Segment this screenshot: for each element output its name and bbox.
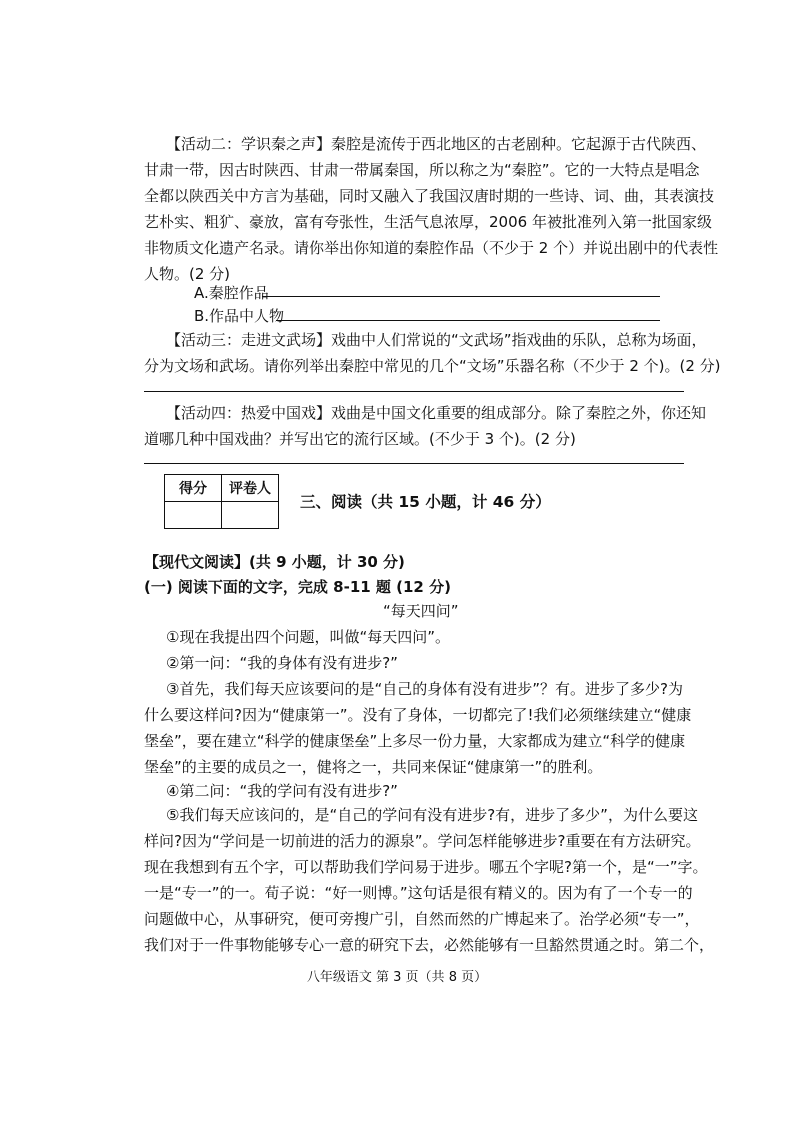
article-line: 堡垒”的主要的成员之一，健将之一，共同来保证“健康第一”的胜利。 xyxy=(144,758,603,776)
activity-2-line-5: 非物质文化遗产名录。请你举出你知道的秦腔作品（不少于 2 个）并说出剧中的代表性 xyxy=(144,239,719,257)
activity-2-line-4: 艺朴实、粗犷、豪放，富有夸张性，生活气息浓厚，2006 年被批准列入第一批国家级 xyxy=(144,213,712,231)
activity-2-line-1: 【活动二：学识秦之声】秦腔是流传于西北地区的古老剧种。它起源于古代陕西、 xyxy=(166,135,707,153)
page-footer: 八年级语文 第 3 页（共 8 页） xyxy=(306,970,488,985)
option-b-answer-line[interactable] xyxy=(276,320,660,321)
score-header: 得分 xyxy=(165,475,222,502)
score-cell[interactable] xyxy=(165,502,222,529)
option-a-answer-line[interactable] xyxy=(262,296,660,297)
article-line: ④第二问：“我的学问有没有进步?” xyxy=(166,782,398,800)
grader-header: 评卷人 xyxy=(222,475,279,502)
score-table xyxy=(164,474,279,529)
article-line: ③首先，我们每天应该要问的是“自己的身体有没有进步”？有。进步了多少?为 xyxy=(166,680,683,698)
activity-4-answer-line[interactable] xyxy=(144,463,684,464)
activity-4-line-2: 道哪几种中国戏曲？并写出它的流行区域。(不少于 3 个)。(2 分) xyxy=(144,430,576,448)
article-line: ①现在我提出四个问题，叫做“每天四问”。 xyxy=(166,628,450,646)
article-line: ②第一问：“我的身体有没有进步?” xyxy=(166,654,398,672)
article-line: 一是“专一”的一。荀子说：“好一则博。”这句话是很有精义的。因为有了一个专一的 xyxy=(144,884,693,902)
activity-3-answer-line[interactable] xyxy=(144,391,684,392)
modern-reading-heading: 【现代文阅读】(共 9 小题，计 30 分) xyxy=(144,553,405,571)
article-title: “每天四问” xyxy=(383,602,459,620)
activity-3-line-2: 分为文场和武场。请你列举出秦腔中常见的几个“文场”乐器名称（不少于 2 个)。(2 分) xyxy=(144,357,721,375)
article-line: 样问?因为“学问是一切前进的活力的源泉”。学问怎样能够进步?重要在有方法研究。 xyxy=(144,832,701,850)
activity-3-line-1: 【活动三：走进文武场】戏曲中人们常说的“文武场”指戏曲的乐队，总称为场面， xyxy=(166,331,707,349)
activity-2-line-2: 甘肃一带，因古时陕西、甘肃一带属秦国，所以称之为“秦腔”。它的一大特点是唱念 xyxy=(144,161,700,179)
activity-4-line-1: 【活动四：热爱中国戏】戏曲是中国文化重要的组成部分。除了秦腔之外，你还知 xyxy=(166,404,707,422)
article-line: 我们对于一件事物能够专心一意的研究下去，必然能够有一旦豁然贯通之时。第二个， xyxy=(144,936,715,954)
article-line: 问题做中心，从事研究，便可旁搜广引，自然而然的广博起来了。治学必须“专一”， xyxy=(144,910,700,928)
article-line: 什么要这样问?因为“健康第一”。没有了身体，一切都完了!我们必须继续建立“健康 xyxy=(144,706,692,724)
part-1-heading: (一) 阅读下面的文字，完成 8-11 题 (12 分) xyxy=(144,578,451,596)
article-line: ⑤我们每天应该问的，是“自己的学问有没有进步?有，进步了多少”，为什么要这 xyxy=(166,806,698,824)
activity-2-line-3: 全都以陕西关中方言为基础，同时又融入了我国汉唐时期的一些诗、词、曲，其表演技 xyxy=(144,187,715,205)
grader-cell[interactable] xyxy=(222,502,279,529)
article-line: 堡垒”，要在建立“科学的健康堡垒”上多尽一份力量，大家都成为建立“科学的健康 xyxy=(144,732,686,750)
option-b-label: B.作品中人物 xyxy=(194,307,285,325)
section-3-title: 三、阅读（共 15 小题，计 46 分） xyxy=(300,493,551,511)
activity-2-line-6: 人物。(2 分) xyxy=(144,265,231,283)
option-a-label: A.秦腔作品 xyxy=(194,284,269,302)
article-line: 现在我想到有五个字，可以帮助我们学问易于进步。哪五个字呢?第一个，是“一”字。 xyxy=(144,858,708,876)
